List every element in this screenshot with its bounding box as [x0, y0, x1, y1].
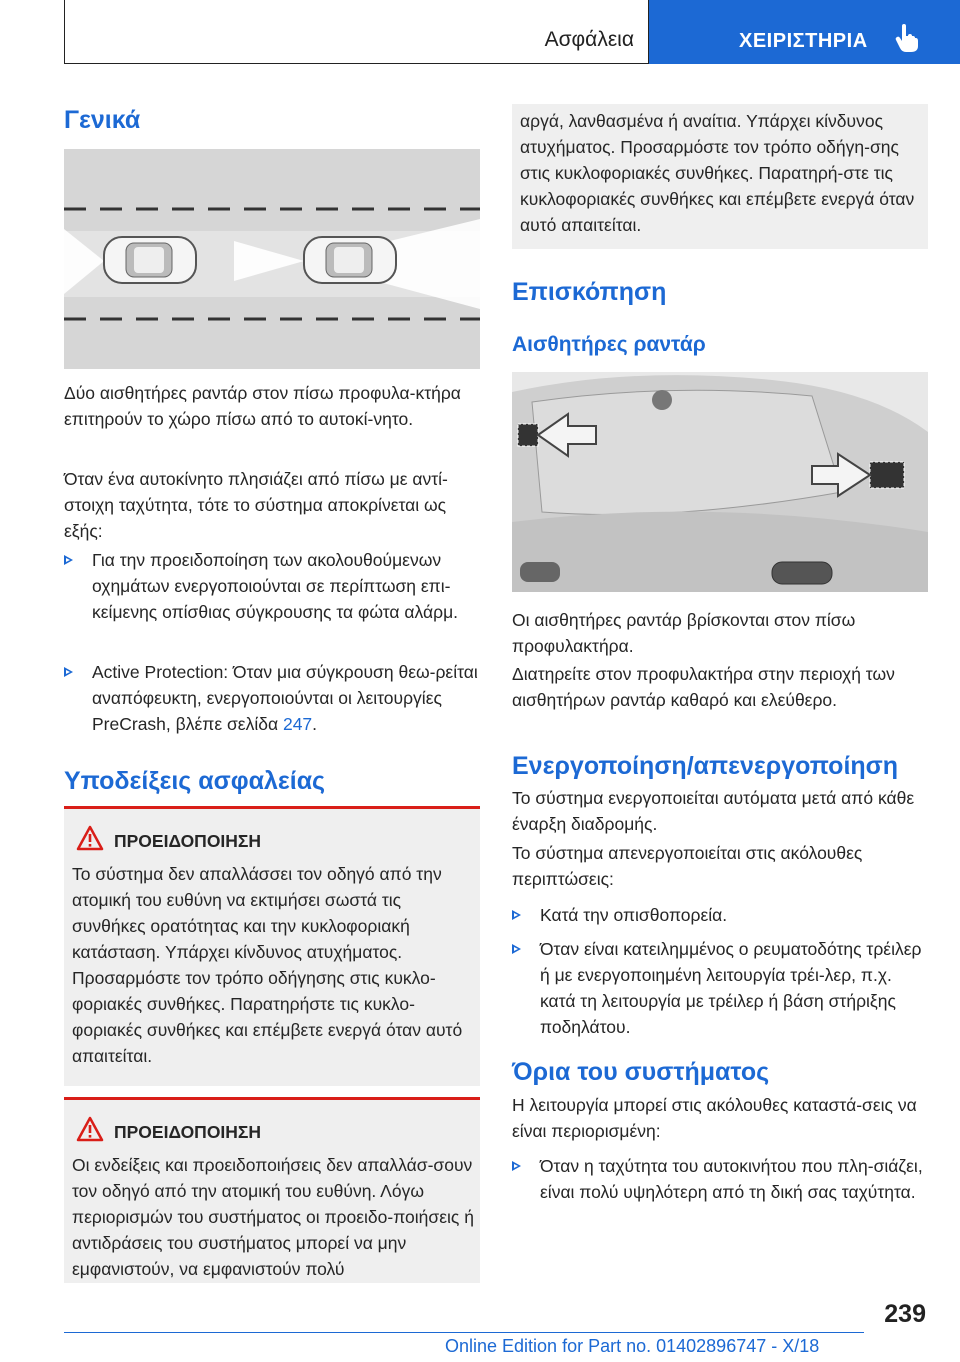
figure-rear-bumper — [512, 372, 928, 592]
list-item — [512, 936, 928, 1040]
list-item-text: Για την προειδοποίηση των ακολουθούμενων οχημάτων ενεργοποιούνται σε περίπτωση επι-κείμενης οπίσθιας σύγκρουσης τα φώτα αλάρμ. — [92, 550, 459, 622]
paragraph-radar-2: Διατηρείτε στον προφυλακτήρα στην περιοχή των αισθητήρων ραντάρ καθαρό και ελεύθερο. — [512, 664, 895, 710]
header-section-title: Ασφάλεια — [544, 28, 634, 51]
list-item-text-part: Active Protection: Όταν μια σύγκρουση θεω-ρείται αναπόφευκτη, ενεργοποιούνται οι λειτουργίες PreCrash, βλέπε σελίδα — [92, 662, 478, 734]
bullet-triangle-icon — [64, 555, 73, 565]
heading-limits: Όρια του συστήματος — [512, 1058, 770, 1086]
bullet-triangle-icon — [512, 1161, 521, 1171]
warning-title: ΠΡΟΕΙΔΟΠΟΙΗΣΗ — [114, 1122, 262, 1142]
list-item — [64, 659, 480, 737]
paragraph-limits: Η λειτουργία μπορεί στις ακόλουθες καταστά-σεις να είναι περιορισμένη: — [512, 1095, 917, 1141]
two-cars-illustration — [64, 149, 480, 369]
paragraph-activation-2: Το σύστημα απενεργοποιείται στις ακόλουθες περιπτώσεις: — [512, 843, 863, 889]
paragraph-activation-1: Το σύστημα ενεργοποιείται αυτόματα μετά από κάθε έναρξη διαδρομής. — [512, 788, 915, 834]
warning-title: ΠΡΟΕΙΔΟΠΟΙΗΣΗ — [114, 831, 262, 851]
list-item-text — [92, 659, 480, 737]
heading-safety: Υποδείξεις ασφαλείας — [64, 767, 326, 795]
car-front — [304, 237, 396, 283]
paragraph-general-2: Όταν ένα αυτοκίνητο πλησιάζει από πίσω με αντί-στοιχη ταχύτητα, τότε το σύστημα αποκρίνεται ως εξής: — [64, 469, 448, 541]
page-reference-link[interactable]: 247 — [282, 714, 313, 734]
warning-text: Το σύστημα δεν απαλλάσσει τον οδηγό από την ατομική του ευθύνη να εκτιμήσει σωστά τις συνθήκες ορατότητας και την κυκλοφοριακή κατάσταση. Υπάρχει κίνδυνος ατυχήματος. Προσαρμόστε τον τρόπο οδήγησης στις κυκλο-φοριακές συνθήκες. Παρατηρήστε τις κυκλο-φοριακές συνθήκες και επέμβετε ενεργά όταν αυτό απαιτείται. — [72, 864, 463, 1066]
warning-text: Οι ενδείξεις και προειδοποιήσεις δεν απαλλάσ-σουν τον οδηγό από την ατομική του ευθύνη. Λόγω περιορισμών του συστήματος οι προειδο-ποιήσεις ή αντιδράσεις του συστήματος μπορεί να μην εμφανιστούν, να εμφανιστούν πολύ — [72, 1155, 474, 1279]
list-item — [64, 547, 480, 625]
list-item-text: Όταν η ταχύτητα του αυτοκινήτου που πλη-σιάζει, είναι πολύ υψηλότερη από τη δική σας ταχύτητα. — [540, 1156, 923, 1202]
car-rear — [104, 237, 196, 283]
footer-divider — [64, 1332, 864, 1333]
header-section-box — [64, 0, 649, 64]
list-item-text: Κατά την οπισθοπορεία. — [540, 905, 728, 925]
bullet-triangle-icon — [64, 667, 73, 677]
list-item-text-end: . — [312, 714, 318, 734]
warning-triangle-icon — [76, 1116, 104, 1142]
warning-triangle-icon — [76, 825, 104, 851]
warning-box-2 — [64, 1097, 480, 1283]
list-item — [512, 1153, 928, 1205]
page-number: 239 — [884, 1300, 926, 1328]
header-tab-label: ΧΕΙΡΙΣΤΗΡΙΑ — [739, 30, 868, 52]
header-tab[interactable] — [649, 0, 960, 64]
list-item-text: Όταν είναι κατειλημμένος ο ρευματοδότης τρέιλερ ή με ενεργοποιημένη λειτουργία τρέι-λερ, π.χ. κατά τη λειτουργία με τρέιλερ ή βάση στήριξης ποδηλάτου. — [540, 939, 922, 1037]
paragraph-radar-1: Οι αισθητήρες ραντάρ βρίσκονται στον πίσω προφυλακτήρα. — [512, 610, 856, 656]
subheading-radar: Αισθητήρες ραντάρ — [512, 333, 706, 356]
heading-overview: Επισκόπηση — [512, 278, 667, 306]
rear-bumper-illustration — [512, 372, 928, 592]
heading-general: Γενικά — [64, 106, 141, 134]
bullet-triangle-icon — [512, 944, 521, 954]
paragraph-general-1: Δύο αισθητήρες ραντάρ στον πίσω προφυλα-κτήρα επιτηρούν το χώρο πίσω από το αυτοκί-νητο. — [64, 383, 461, 429]
hand-pointer-icon — [895, 24, 919, 52]
list-item — [512, 902, 928, 928]
bullet-triangle-icon — [512, 910, 521, 920]
warning-box-1 — [64, 806, 480, 1086]
footer-edition-text: Online Edition for Part no. 01402896747 - X/18 — [445, 1336, 820, 1356]
figure-two-cars — [64, 149, 480, 369]
heading-activation: Ενεργοποίηση/απενεργοποίηση — [512, 752, 899, 780]
warning-text-continued: αργά, λανθασμένα ή αναίτια. Υπάρχει κίνδυνος ατυχήματος. Προσαρμόστε τον τρόπο οδήγη-σης στις κυκλοφοριακές συνθήκες. Παρατηρή-στε τις κυκλοφοριακές συνθήκες και επέμβετε ενεργά όταν αυτό απαιτείται. — [520, 111, 915, 235]
warning-box-2-continued — [512, 104, 928, 249]
